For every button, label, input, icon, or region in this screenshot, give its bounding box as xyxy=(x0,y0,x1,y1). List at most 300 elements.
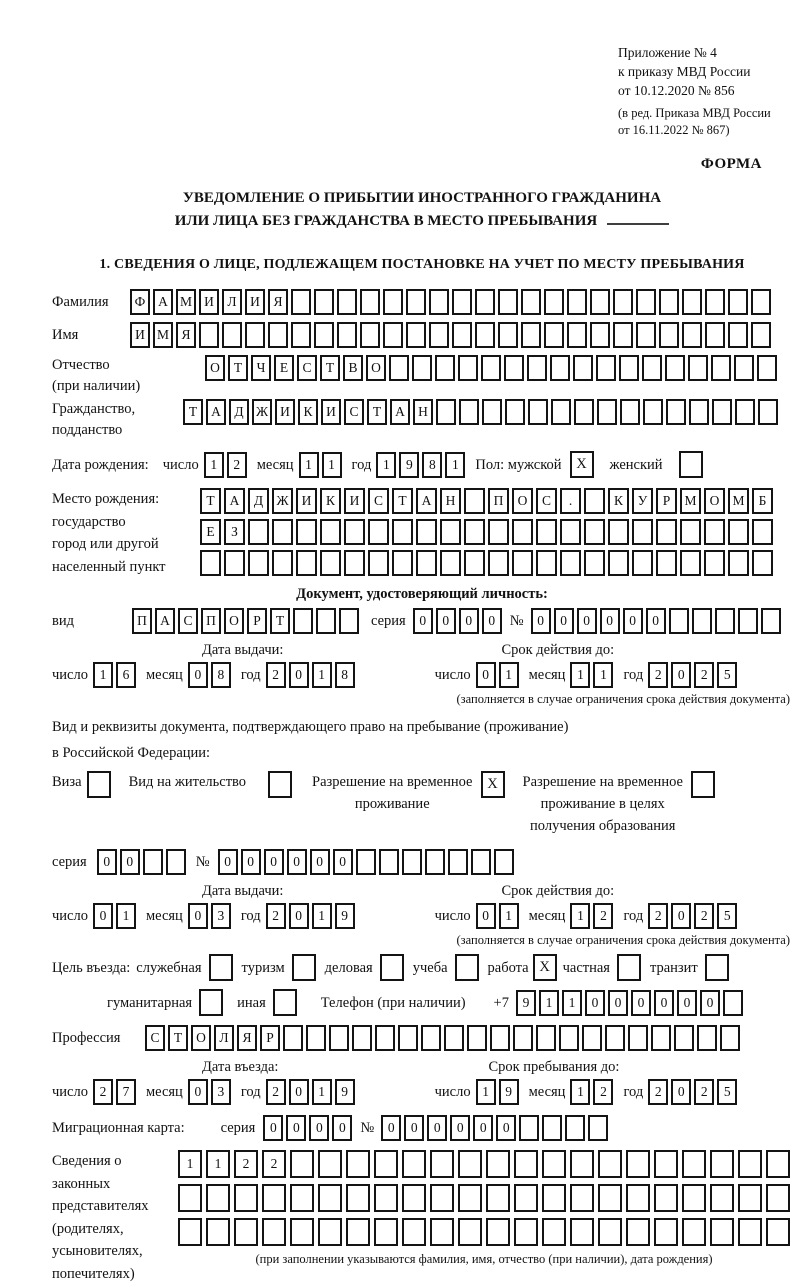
char-cell[interactable]: 0 xyxy=(473,1115,493,1141)
char-cell[interactable]: 0 xyxy=(413,608,433,634)
char-cell[interactable]: 0 xyxy=(459,608,479,634)
char-cell[interactable]: Т xyxy=(270,608,290,634)
char-cell[interactable]: 0 xyxy=(623,608,643,634)
char-cell[interactable] xyxy=(392,519,413,545)
char-cell[interactable]: 7 xyxy=(116,1079,136,1105)
char-cell[interactable] xyxy=(682,1150,706,1178)
char-cell[interactable]: Н xyxy=(440,488,461,514)
char-cell[interactable]: 3 xyxy=(211,1079,231,1105)
char-cell[interactable] xyxy=(352,1025,372,1051)
char-cell[interactable] xyxy=(697,1025,717,1051)
gender-female-checkbox[interactable] xyxy=(679,451,703,478)
char-cell[interactable]: 2 xyxy=(593,1079,613,1105)
char-cell[interactable] xyxy=(590,289,610,315)
char-cell[interactable] xyxy=(318,1218,342,1246)
char-cell[interactable]: 2 xyxy=(234,1150,258,1178)
char-cell[interactable] xyxy=(412,355,432,381)
char-cell[interactable]: Д xyxy=(248,488,269,514)
char-cell[interactable] xyxy=(452,322,472,348)
char-cell[interactable] xyxy=(498,289,518,315)
char-cell[interactable] xyxy=(488,550,509,576)
char-cell[interactable]: 9 xyxy=(335,1079,355,1105)
char-cell[interactable]: 8 xyxy=(422,452,442,478)
char-cell[interactable] xyxy=(200,550,221,576)
char-cell[interactable] xyxy=(416,550,437,576)
char-cell[interactable]: И xyxy=(321,399,341,425)
char-cell[interactable] xyxy=(582,1025,602,1051)
char-cell[interactable]: П xyxy=(488,488,509,514)
char-cell[interactable] xyxy=(429,289,449,315)
char-cell[interactable]: 1 xyxy=(93,662,113,688)
char-cell[interactable] xyxy=(643,399,663,425)
char-cell[interactable] xyxy=(757,355,777,381)
char-cell[interactable]: 0 xyxy=(476,662,496,688)
char-cell[interactable] xyxy=(346,1150,370,1178)
char-cell[interactable] xyxy=(682,1218,706,1246)
char-cell[interactable] xyxy=(619,355,639,381)
char-cell[interactable] xyxy=(245,322,265,348)
char-cell[interactable]: 0 xyxy=(286,1115,306,1141)
char-cell[interactable]: Т xyxy=(228,355,248,381)
char-cell[interactable] xyxy=(374,1184,398,1212)
char-cell[interactable]: 0 xyxy=(289,662,309,688)
char-cell[interactable]: 1 xyxy=(178,1150,202,1178)
char-cell[interactable]: 2 xyxy=(648,662,668,688)
char-cell[interactable] xyxy=(519,1115,539,1141)
char-cell[interactable] xyxy=(738,1150,762,1178)
char-cell[interactable]: А xyxy=(390,399,410,425)
char-cell[interactable] xyxy=(402,1150,426,1178)
char-cell[interactable] xyxy=(521,322,541,348)
char-cell[interactable]: Р xyxy=(247,608,267,634)
char-cell[interactable]: 0 xyxy=(241,849,261,875)
char-cell[interactable] xyxy=(421,1025,441,1051)
char-cell[interactable] xyxy=(344,519,365,545)
char-cell[interactable]: К xyxy=(320,488,341,514)
char-cell[interactable]: 0 xyxy=(289,903,309,929)
char-cell[interactable]: М xyxy=(680,488,701,514)
char-cell[interactable] xyxy=(222,322,242,348)
char-cell[interactable] xyxy=(766,1184,790,1212)
char-cell[interactable] xyxy=(283,1025,303,1051)
char-cell[interactable] xyxy=(573,355,593,381)
purpose-transit-checkbox[interactable] xyxy=(705,954,729,981)
char-cell[interactable] xyxy=(651,1025,671,1051)
char-cell[interactable]: Б xyxy=(752,488,773,514)
purpose-humanitarian-checkbox[interactable] xyxy=(199,989,223,1016)
char-cell[interactable] xyxy=(360,289,380,315)
char-cell[interactable] xyxy=(458,1184,482,1212)
char-cell[interactable] xyxy=(339,608,359,634)
char-cell[interactable] xyxy=(290,1150,314,1178)
char-cell[interactable] xyxy=(598,1184,622,1212)
char-cell[interactable] xyxy=(620,399,640,425)
char-cell[interactable]: 0 xyxy=(188,1079,208,1105)
char-cell[interactable] xyxy=(512,519,533,545)
char-cell[interactable]: Т xyxy=(392,488,413,514)
char-cell[interactable] xyxy=(486,1184,510,1212)
char-cell[interactable]: 0 xyxy=(404,1115,424,1141)
char-cell[interactable] xyxy=(738,1218,762,1246)
char-cell[interactable]: 0 xyxy=(608,990,628,1016)
char-cell[interactable] xyxy=(488,519,509,545)
char-cell[interactable] xyxy=(291,289,311,315)
char-cell[interactable]: 0 xyxy=(646,608,666,634)
char-cell[interactable] xyxy=(550,355,570,381)
char-cell[interactable]: 2 xyxy=(266,903,286,929)
purpose-study-checkbox[interactable] xyxy=(455,954,479,981)
char-cell[interactable]: 0 xyxy=(600,608,620,634)
char-cell[interactable] xyxy=(570,1150,594,1178)
char-cell[interactable] xyxy=(711,355,731,381)
char-cell[interactable]: 2 xyxy=(227,452,247,478)
char-cell[interactable] xyxy=(430,1150,454,1178)
char-cell[interactable]: И xyxy=(130,322,150,348)
char-cell[interactable] xyxy=(688,355,708,381)
char-cell[interactable]: 0 xyxy=(333,849,353,875)
char-cell[interactable] xyxy=(368,550,389,576)
char-cell[interactable] xyxy=(628,1025,648,1051)
char-cell[interactable] xyxy=(674,1025,694,1051)
char-cell[interactable] xyxy=(440,519,461,545)
char-cell[interactable] xyxy=(656,550,677,576)
char-cell[interactable]: С xyxy=(178,608,198,634)
char-cell[interactable]: 1 xyxy=(204,452,224,478)
char-cell[interactable]: Н xyxy=(413,399,433,425)
char-cell[interactable]: 0 xyxy=(482,608,502,634)
char-cell[interactable] xyxy=(636,322,656,348)
char-cell[interactable] xyxy=(682,1184,706,1212)
char-cell[interactable] xyxy=(435,355,455,381)
char-cell[interactable]: 0 xyxy=(381,1115,401,1141)
residence-permit-checkbox[interactable] xyxy=(268,771,292,798)
char-cell[interactable] xyxy=(613,289,633,315)
char-cell[interactable]: 5 xyxy=(717,662,737,688)
char-cell[interactable] xyxy=(444,1025,464,1051)
char-cell[interactable] xyxy=(199,322,219,348)
char-cell[interactable] xyxy=(318,1184,342,1212)
char-cell[interactable]: А xyxy=(153,289,173,315)
char-cell[interactable] xyxy=(758,399,778,425)
char-cell[interactable] xyxy=(337,289,357,315)
char-cell[interactable]: 0 xyxy=(93,903,113,929)
char-cell[interactable] xyxy=(464,519,485,545)
char-cell[interactable] xyxy=(596,355,616,381)
char-cell[interactable] xyxy=(475,322,495,348)
char-cell[interactable] xyxy=(482,399,502,425)
char-cell[interactable] xyxy=(452,289,472,315)
char-cell[interactable]: 1 xyxy=(593,662,613,688)
char-cell[interactable] xyxy=(505,399,525,425)
char-cell[interactable]: 0 xyxy=(263,1115,283,1141)
char-cell[interactable] xyxy=(608,550,629,576)
char-cell[interactable] xyxy=(728,322,748,348)
purpose-business-checkbox[interactable] xyxy=(380,954,404,981)
char-cell[interactable]: А xyxy=(206,399,226,425)
char-cell[interactable] xyxy=(490,1025,510,1051)
char-cell[interactable] xyxy=(429,322,449,348)
char-cell[interactable]: М xyxy=(176,289,196,315)
char-cell[interactable] xyxy=(682,322,702,348)
char-cell[interactable]: 2 xyxy=(694,903,714,929)
char-cell[interactable]: З xyxy=(224,519,245,545)
char-cell[interactable]: В xyxy=(343,355,363,381)
char-cell[interactable] xyxy=(206,1218,230,1246)
char-cell[interactable] xyxy=(728,519,749,545)
char-cell[interactable] xyxy=(584,488,605,514)
char-cell[interactable] xyxy=(766,1218,790,1246)
char-cell[interactable]: 0 xyxy=(427,1115,447,1141)
char-cell[interactable] xyxy=(296,519,317,545)
char-cell[interactable] xyxy=(329,1025,349,1051)
char-cell[interactable]: А xyxy=(224,488,245,514)
char-cell[interactable]: 2 xyxy=(694,662,714,688)
char-cell[interactable]: С xyxy=(297,355,317,381)
char-cell[interactable] xyxy=(316,608,336,634)
char-cell[interactable]: 0 xyxy=(218,849,238,875)
char-cell[interactable]: Я xyxy=(268,289,288,315)
char-cell[interactable] xyxy=(206,1184,230,1212)
char-cell[interactable]: К xyxy=(608,488,629,514)
char-cell[interactable]: 0 xyxy=(700,990,720,1016)
char-cell[interactable] xyxy=(430,1184,454,1212)
char-cell[interactable]: 2 xyxy=(648,1079,668,1105)
char-cell[interactable] xyxy=(346,1218,370,1246)
char-cell[interactable]: С xyxy=(368,488,389,514)
char-cell[interactable] xyxy=(224,550,245,576)
char-cell[interactable] xyxy=(402,1184,426,1212)
char-cell[interactable] xyxy=(291,322,311,348)
char-cell[interactable]: У xyxy=(632,488,653,514)
char-cell[interactable] xyxy=(766,1150,790,1178)
char-cell[interactable] xyxy=(632,519,653,545)
char-cell[interactable] xyxy=(344,550,365,576)
char-cell[interactable]: 0 xyxy=(309,1115,329,1141)
char-cell[interactable]: 1 xyxy=(312,662,332,688)
char-cell[interactable] xyxy=(402,849,422,875)
char-cell[interactable]: 0 xyxy=(450,1115,470,1141)
char-cell[interactable] xyxy=(654,1150,678,1178)
char-cell[interactable]: Р xyxy=(260,1025,280,1051)
char-cell[interactable]: 0 xyxy=(310,849,330,875)
char-cell[interactable]: А xyxy=(416,488,437,514)
char-cell[interactable] xyxy=(551,399,571,425)
char-cell[interactable]: 6 xyxy=(116,662,136,688)
char-cell[interactable] xyxy=(248,550,269,576)
char-cell[interactable] xyxy=(654,1184,678,1212)
char-cell[interactable] xyxy=(306,1025,326,1051)
char-cell[interactable] xyxy=(374,1150,398,1178)
char-cell[interactable]: 0 xyxy=(531,608,551,634)
char-cell[interactable] xyxy=(504,355,524,381)
char-cell[interactable] xyxy=(642,355,662,381)
char-cell[interactable] xyxy=(680,519,701,545)
char-cell[interactable] xyxy=(656,519,677,545)
char-cell[interactable]: 0 xyxy=(654,990,674,1016)
char-cell[interactable] xyxy=(752,519,773,545)
char-cell[interactable] xyxy=(436,399,456,425)
char-cell[interactable]: 2 xyxy=(694,1079,714,1105)
char-cell[interactable] xyxy=(494,849,514,875)
char-cell[interactable] xyxy=(406,322,426,348)
char-cell[interactable] xyxy=(272,550,293,576)
char-cell[interactable] xyxy=(689,399,709,425)
char-cell[interactable] xyxy=(570,1218,594,1246)
char-cell[interactable] xyxy=(608,519,629,545)
char-cell[interactable] xyxy=(293,608,313,634)
char-cell[interactable] xyxy=(738,1184,762,1212)
char-cell[interactable] xyxy=(375,1025,395,1051)
char-cell[interactable] xyxy=(720,1025,740,1051)
char-cell[interactable]: 0 xyxy=(436,608,456,634)
char-cell[interactable] xyxy=(448,849,468,875)
char-cell[interactable] xyxy=(143,849,163,875)
char-cell[interactable] xyxy=(498,322,518,348)
char-cell[interactable] xyxy=(337,322,357,348)
char-cell[interactable] xyxy=(234,1218,258,1246)
char-cell[interactable] xyxy=(692,608,712,634)
char-cell[interactable]: 9 xyxy=(335,903,355,929)
char-cell[interactable] xyxy=(613,322,633,348)
char-cell[interactable]: П xyxy=(201,608,221,634)
char-cell[interactable] xyxy=(296,550,317,576)
char-cell[interactable]: Т xyxy=(320,355,340,381)
char-cell[interactable]: Д xyxy=(229,399,249,425)
char-cell[interactable]: 1 xyxy=(562,990,582,1016)
char-cell[interactable]: Я xyxy=(237,1025,257,1051)
char-cell[interactable] xyxy=(710,1150,734,1178)
char-cell[interactable]: 0 xyxy=(577,608,597,634)
char-cell[interactable]: 9 xyxy=(399,452,419,478)
char-cell[interactable] xyxy=(560,519,581,545)
char-cell[interactable]: О xyxy=(366,355,386,381)
char-cell[interactable] xyxy=(320,519,341,545)
char-cell[interactable] xyxy=(513,1025,533,1051)
char-cell[interactable]: И xyxy=(245,289,265,315)
char-cell[interactable] xyxy=(272,519,293,545)
char-cell[interactable] xyxy=(346,1184,370,1212)
char-cell[interactable] xyxy=(704,519,725,545)
char-cell[interactable] xyxy=(682,289,702,315)
char-cell[interactable]: 2 xyxy=(262,1150,286,1178)
char-cell[interactable] xyxy=(458,355,478,381)
purpose-tourism-checkbox[interactable] xyxy=(292,954,316,981)
char-cell[interactable]: М xyxy=(153,322,173,348)
purpose-other-checkbox[interactable] xyxy=(273,989,297,1016)
char-cell[interactable]: 9 xyxy=(499,1079,519,1105)
char-cell[interactable] xyxy=(392,550,413,576)
char-cell[interactable]: Е xyxy=(274,355,294,381)
char-cell[interactable]: О xyxy=(205,355,225,381)
char-cell[interactable] xyxy=(710,1184,734,1212)
char-cell[interactable] xyxy=(605,1025,625,1051)
char-cell[interactable] xyxy=(544,289,564,315)
char-cell[interactable]: К xyxy=(298,399,318,425)
char-cell[interactable] xyxy=(528,399,548,425)
char-cell[interactable] xyxy=(514,1218,538,1246)
char-cell[interactable] xyxy=(598,1218,622,1246)
char-cell[interactable] xyxy=(559,1025,579,1051)
char-cell[interactable]: 0 xyxy=(287,849,307,875)
gender-male-checkbox[interactable]: X xyxy=(570,451,594,478)
char-cell[interactable]: 1 xyxy=(499,903,519,929)
char-cell[interactable] xyxy=(567,289,587,315)
char-cell[interactable]: 0 xyxy=(677,990,697,1016)
char-cell[interactable] xyxy=(471,849,491,875)
char-cell[interactable] xyxy=(542,1184,566,1212)
char-cell[interactable] xyxy=(590,322,610,348)
char-cell[interactable]: О xyxy=(191,1025,211,1051)
char-cell[interactable] xyxy=(536,550,557,576)
char-cell[interactable] xyxy=(712,399,732,425)
char-cell[interactable] xyxy=(734,355,754,381)
char-cell[interactable] xyxy=(570,1184,594,1212)
char-cell[interactable] xyxy=(512,550,533,576)
visa-checkbox[interactable] xyxy=(87,771,111,798)
char-cell[interactable] xyxy=(542,1218,566,1246)
char-cell[interactable]: Ф xyxy=(130,289,150,315)
char-cell[interactable] xyxy=(262,1218,286,1246)
char-cell[interactable]: А xyxy=(155,608,175,634)
char-cell[interactable] xyxy=(705,289,725,315)
char-cell[interactable] xyxy=(406,289,426,315)
char-cell[interactable] xyxy=(459,399,479,425)
char-cell[interactable]: . xyxy=(560,488,581,514)
char-cell[interactable]: 0 xyxy=(332,1115,352,1141)
char-cell[interactable] xyxy=(290,1184,314,1212)
char-cell[interactable]: 0 xyxy=(188,662,208,688)
char-cell[interactable] xyxy=(654,1218,678,1246)
char-cell[interactable] xyxy=(389,355,409,381)
char-cell[interactable]: 2 xyxy=(93,1079,113,1105)
char-cell[interactable] xyxy=(542,1115,562,1141)
char-cell[interactable] xyxy=(536,519,557,545)
char-cell[interactable] xyxy=(475,289,495,315)
char-cell[interactable] xyxy=(374,1218,398,1246)
char-cell[interactable] xyxy=(464,488,485,514)
char-cell[interactable] xyxy=(715,608,735,634)
purpose-work-checkbox[interactable]: X xyxy=(533,954,557,981)
char-cell[interactable] xyxy=(527,355,547,381)
char-cell[interactable] xyxy=(710,1218,734,1246)
char-cell[interactable]: Ч xyxy=(251,355,271,381)
char-cell[interactable] xyxy=(383,322,403,348)
char-cell[interactable] xyxy=(597,399,617,425)
char-cell[interactable] xyxy=(626,1184,650,1212)
char-cell[interactable]: 3 xyxy=(211,903,231,929)
char-cell[interactable] xyxy=(536,1025,556,1051)
char-cell[interactable] xyxy=(738,608,758,634)
char-cell[interactable]: И xyxy=(199,289,219,315)
char-cell[interactable]: 1 xyxy=(322,452,342,478)
char-cell[interactable] xyxy=(467,1025,487,1051)
char-cell[interactable] xyxy=(632,550,653,576)
char-cell[interactable] xyxy=(514,1184,538,1212)
char-cell[interactable] xyxy=(666,399,686,425)
char-cell[interactable] xyxy=(416,519,437,545)
char-cell[interactable]: 2 xyxy=(266,1079,286,1105)
char-cell[interactable]: 2 xyxy=(593,903,613,929)
char-cell[interactable] xyxy=(751,289,771,315)
char-cell[interactable]: 0 xyxy=(476,903,496,929)
char-cell[interactable]: 5 xyxy=(717,1079,737,1105)
char-cell[interactable]: 0 xyxy=(97,849,117,875)
char-cell[interactable]: С xyxy=(536,488,557,514)
char-cell[interactable]: 2 xyxy=(648,903,668,929)
char-cell[interactable] xyxy=(584,550,605,576)
char-cell[interactable]: 0 xyxy=(188,903,208,929)
char-cell[interactable]: О xyxy=(512,488,533,514)
